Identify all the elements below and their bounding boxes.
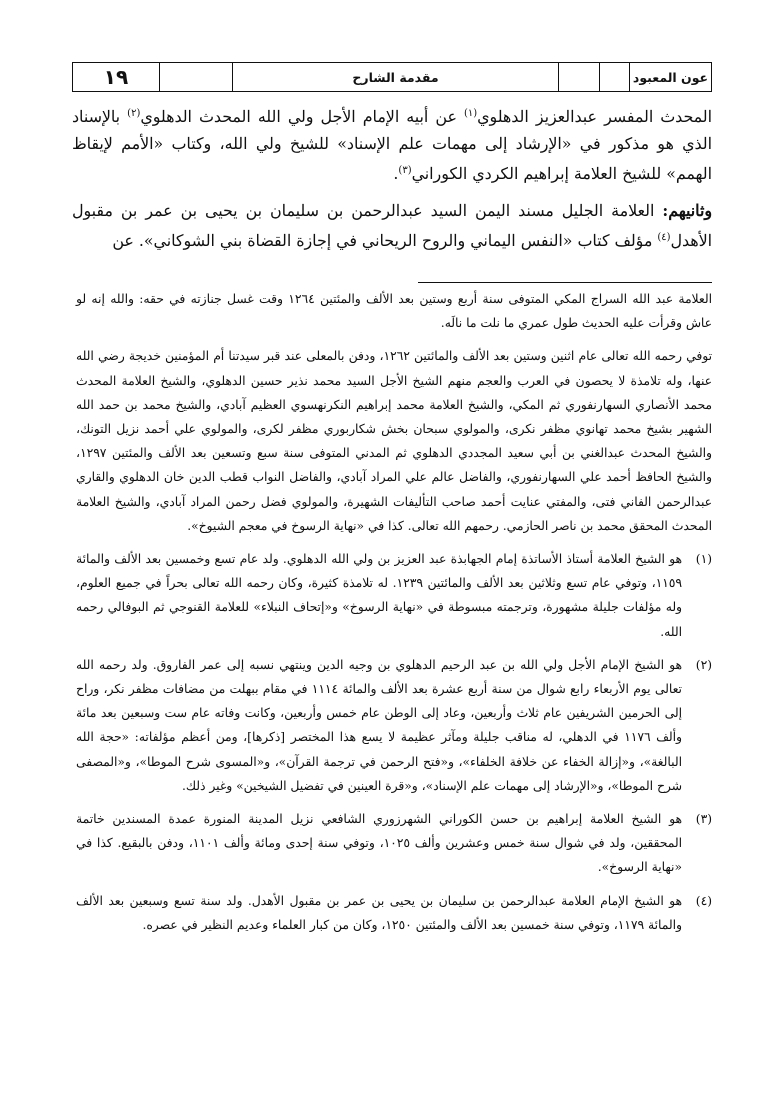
footnote-ref-3: (٣) bbox=[398, 165, 412, 176]
main-text bbox=[72, 100, 712, 254]
footnote-text: هو الشيخ العلامة إبراهيم بن حسن الكوراني الشهرزوري الشافعي نزيل المدينة المنورة عمدة المسندين خاتمة المحققين، ولد في شوال سنة خمس وعشرين وألف ١٠٢٥، وتوفي سنة إحدى ومائة وألف ١١٠١، ودفن بالبقيع. كذا في «نهاية الرسوخ». bbox=[76, 812, 682, 875]
footnote-separator bbox=[418, 282, 712, 283]
footnote-number: (٢) bbox=[695, 657, 712, 672]
footnote-item bbox=[76, 889, 712, 937]
header-empty-cell bbox=[599, 63, 629, 91]
body-paragraph-chain: المحدث المفسر عبدالعزيز الدهلوي$^{(١)}$ عن أبيه الإمام الأجل ولي الله المحدث الدهلوي$^{(٢)}$ بالإسناد الذي هو مذكور في «الإرشاد إلى مهمات علم الإسناد» للشيخ ولي الله، وكتاب «الأمم لإيقاظ الهمم» للشيخ العلامة إبراهيم الكردي الكوراني$^{(٣)}$. bbox=[72, 107, 713, 183]
footnote-ref-1: (١) bbox=[463, 108, 478, 119]
footnote-item bbox=[76, 653, 712, 798]
footnotes bbox=[76, 287, 712, 937]
header-empty-cell bbox=[558, 63, 599, 91]
second-label: وثانيهم: bbox=[662, 201, 712, 220]
footnote-text: هو الشيخ الإمام الأجل ولي الله بن عبد الرحيم الدهلوي بن وجيه الدين وينتهي نسبه إلى عمر الفاروق. ولد رحمه الله تعالى يوم الأربعاء رابع شوال من سنة أربع عشرة بعد الألف والمائة ١١١٤ في مقام ببهلت من مضافات مظفر نكر، وراح إلى الحرمين الشريفين عام ثلاث وأربعين، وعاد إلى الوطن عام خمس وأربعين، وكانت وفاته عام ست وسبعين بعد مائة وألف ١١٧٦ في الدهلي، له مناقب جليلة ومآثر عظيمة لا يسع هذا المختصر [ذكرها]، ومن أعظم مؤلفاته: «حجة الله البالغة»، و«إزالة الخفاء عن خلافة الخلفاء»، و«فتح الرحمن في ترجمة القرآن»، و«المسوى شرح الموطا»، و«المصفى شرح الموطا»، و«الإرشاد إلى مهمات علم الإسناد»، و«قرة العينين في تفضيل الشيخين» وغير ذلك. bbox=[76, 657, 682, 793]
footnote-continuation: العلامة عبد الله السراج المكي المتوفى سنة أربع وستين بعد الألف والمئتين ١٢٦٤ وقت غسل جنازته في حقه: والله إنه لو عاش وقرأت عليه الحديث طول عمري ما نلت ما نالَه. bbox=[76, 292, 712, 331]
footnote-number: (١) bbox=[695, 552, 712, 567]
header-empty-cell bbox=[159, 63, 232, 91]
footnote-text: هو الشيخ العلامة أستاذ الأساتذة إمام الجهابذة عبد العزيز بن ولي الله الدهلوي. ولد عام تسع وخمسين بعد الألف والمائة ١١٥٩، وتوفي عام تسع وثلاثين بعد الألف والمائتين ١٢٣٩. له تلامذة كثيرة، وكان رحمه الله تعالى بحراً في جميع العلوم، وله مؤلفات جليلة مشهورة، وترجمته مبسوطة في «نهاية الرسوخ» و«إتحاف النبلاء» للعلامة القنوجي ثم البوفالي رحمه الله. bbox=[76, 552, 682, 639]
book-title: عون المعبود bbox=[629, 63, 711, 91]
page-header bbox=[72, 62, 712, 92]
footnote-number: (٤) bbox=[695, 893, 712, 908]
footnote-text: هو الشيخ الإمام العلامة عبدالرحمن بن سليمان بن يحيى بن عمر بن مقبول الأهدل. ولد سنة تسع وسبعين بعد الألف والمائة ١١٧٩، وتوفي سنة خمسين بعد الألف والمئتين ١٢٥٠، وكان من كبار العلماء وعديم النظير في عصره. bbox=[76, 893, 682, 932]
footnote-item bbox=[76, 807, 712, 880]
footnote-item bbox=[76, 547, 712, 644]
footnote-number: (٣) bbox=[695, 812, 712, 827]
footnote-ref-2: (٢) bbox=[127, 108, 141, 119]
footnote-ref-4: (٤) bbox=[657, 232, 671, 243]
section-title: مقدمة الشارح bbox=[232, 63, 558, 91]
body-paragraph-second: وثانيهم: العلامة الجليل مسند اليمن السيد عبدالرحمن بن سليمان بن يحيى بن عمر بن مقبول الأهدل$^{(٤)}$ مؤلف كتاب «النفس اليماني والروح الريحاني في إجازة القضاة بني الشوكاني». عن bbox=[72, 201, 712, 250]
footnote-continuation-paragraph: توفي رحمه الله تعالى عام اثنين وستين بعد الألف والمائتين ١٢٦٢، ودفن بالمعلى عند قبر سيدتنا أم المؤمنين خديجة رضي الله عنها، وله تلامذة لا يحصون في العرب والعجم منهم الشيخ الأجل السيد محمد نذير حسين الدهلوي، والشيخ العلامة المحدث محمد الأنصاري السهارنفوري ثم المكي، والشيخ العلامة محمد إبراهيم النكرنهسوي العظيم آبادي، والشيخ محمد بن حمد الله الشهير بشيخ محمد تهانوي مظفر نكرى، والمولوي سبحان بخش شكاربوري مظفر لكرى، والمولوي علي أحمد نزيل التونك، والشيخ المحدث عبدالغني بن أبي سعيد المجددي الدهلوي ثم المدني المتوفى سنة سبع وتسعين بعد الألف والمئتين ١٢٩٧، والشيخ الحافظ أحمد علي السهارنفوري، والفاضل عالم علي المراد آبادي، والفاضل النواب قطب الدين خان الدهلوي والقاري عبدالرحمن الفاني فتى، والمفتي عنايت أحمد صاحب التأليفات الشهيرة، والمولوي فضل رحمن المراد آبادي، والشيخ العلامة المحدث المحقق محمد بن ناصر الحازمي. رحمهم الله تعالى. كذا في «نهاية الرسوخ في معجم الشيوخ». bbox=[76, 349, 712, 533]
page-number: ١٩ bbox=[103, 65, 129, 89]
